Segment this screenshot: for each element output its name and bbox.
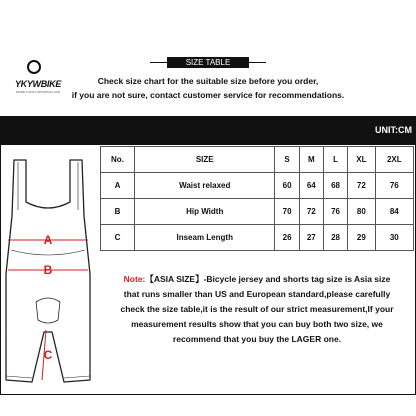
intro-line-2: if you are not sure, contact customer service for recommendations.: [71, 90, 345, 100]
header-cell: No.: [101, 147, 135, 173]
size-note: [100, 272, 414, 347]
table-cell: 72: [348, 173, 375, 199]
size-table: [100, 146, 414, 251]
waist-seam: [11, 250, 85, 255]
header-cell: S: [275, 147, 299, 173]
table-cell: 27: [299, 225, 323, 251]
leg-band-right: [64, 376, 90, 378]
header-cell: 2XL: [375, 147, 413, 173]
table-row: [101, 199, 414, 225]
table-cell: 68: [323, 173, 347, 199]
title-rule-right: [249, 62, 266, 63]
header-cell: XL: [348, 147, 375, 173]
header-cell: M: [299, 147, 323, 173]
table-row: [101, 225, 414, 251]
table-cell: 29: [348, 225, 375, 251]
unit-label: UNIT:CM: [375, 125, 412, 135]
wheel-icon: [27, 60, 41, 74]
table-cell: C: [101, 225, 135, 251]
logo-tagline: MORE THAN A SPORTING LIFE: [15, 90, 61, 94]
table-cell: 76: [323, 199, 347, 225]
table-cell: 80: [348, 199, 375, 225]
table-cell: 64: [299, 173, 323, 199]
header-cell: SIZE: [134, 147, 275, 173]
table-cell: Waist relaxed: [134, 173, 275, 199]
table-cell: B: [101, 199, 135, 225]
note-line-1: [100, 272, 414, 287]
title-rule-left: [150, 62, 167, 63]
table-cell: Inseam Length: [134, 225, 275, 251]
table-cell: 26: [275, 225, 299, 251]
table-cell: Hip Width: [134, 199, 275, 225]
note-line-3: check the size table,it is the result of our strict measurement,If your: [120, 304, 394, 314]
marker-c: C: [43, 348, 53, 362]
intro-text: [0, 74, 416, 102]
table-header-row: [101, 147, 414, 173]
table-cell: 60: [275, 173, 299, 199]
logo-text: YKYWBIKE: [14, 79, 62, 89]
leg-band-left: [6, 376, 32, 378]
note-line-5: recommend that you buy the LAGER one.: [172, 334, 342, 344]
marker-b: B: [43, 263, 53, 277]
table-cell: 72: [299, 199, 323, 225]
intro-line-1: Check size chart for the suitable size before you order,: [97, 76, 319, 86]
table-cell: 28: [323, 225, 347, 251]
table-cell: A: [101, 173, 135, 199]
note-line-2: that runs smaller than US and European standard,please carefully: [123, 289, 391, 299]
marker-a: A: [43, 233, 53, 247]
table-cell: 70: [275, 199, 299, 225]
unit-bar: [0, 116, 416, 144]
header-cell: L: [323, 147, 347, 173]
note-line-4: measurement results show that you can buy both two size, we: [131, 319, 383, 329]
table-cell: 30: [375, 225, 413, 251]
size-table-title: SIZE TABLE: [167, 57, 249, 68]
note-label: Note:: [123, 274, 146, 284]
bib-shorts-illustration: [2, 154, 94, 390]
chamois-pad: [36, 298, 60, 323]
table-row: [101, 173, 414, 199]
note-text-1: 【ASIA SIZE】-Bicycle jersey and shorts tag size is Asia size: [145, 274, 391, 284]
table-cell: 84: [375, 199, 413, 225]
table-cell: 76: [375, 173, 413, 199]
